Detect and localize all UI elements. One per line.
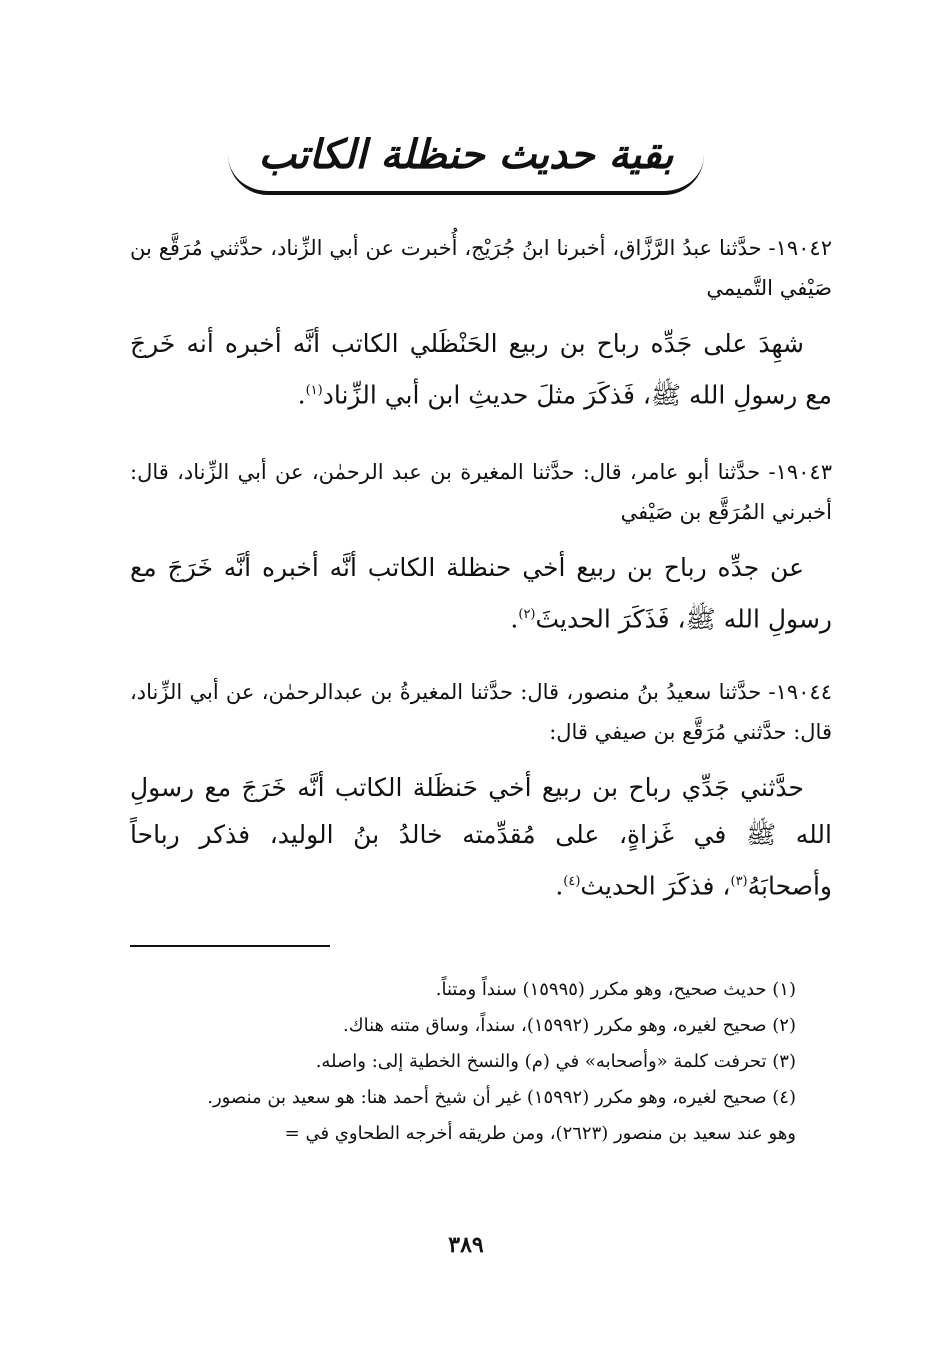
matn-text: ، فذكَرَ الحديث (580, 871, 731, 901)
matn-text: عن جدِّه رباح بن ربيع أخي حنظلة الكاتب أنَّه أخبره أنَّه خَرَجَ مع رسولِ الله ﷺ، فَذَكَرَ الحديثَ (130, 553, 832, 634)
hadith-matn (130, 544, 832, 642)
matn-end: . (297, 380, 306, 410)
hadith-19042 (130, 228, 832, 418)
footnote-continuation: وهو عند سعيد بن منصور (٢٦٢٣)، ومن طريقه أخرجه الطحاوي في = (284, 1123, 796, 1144)
hadith-isnad: ١٩٠٤٤- حدَّثنا سعيدُ بنُ منصور، قال: حدَّثنا المغيرةُ بن عبدالرحمٰن، عن أبي الزِّناد، قال: حدَّثني مُرَقَّع بن صيفي قال: (130, 680, 832, 744)
footnote: (٢) صحيح لغيره، وهو مكرر (١٥٩٩٢)، سنداً، وساق متنه هناك. (343, 1015, 796, 1036)
hadith-isnad: ١٩٠٤٢- حدَّثنا عبدُ الرَّزَّاق، أخبرنا ابنُ جُرَيْج، أُخبرت عن أبي الزِّناد، حدَّثني مُرَقَّع بن صَيْفي التَّميمي (130, 236, 832, 300)
chapter-heading (0, 125, 932, 195)
matn-end: . (555, 871, 564, 901)
hadith-matn (130, 320, 832, 418)
footnote: (٤) صحيح لغيره، وهو مكرر (١٥٩٩٢) غير أن شيخ أحمد هنا: هو سعيد بن منصور. (207, 1087, 796, 1108)
footnotes (130, 972, 832, 1152)
footnote-ref: (٣) (730, 874, 748, 889)
page-number: ٣٨٩ (448, 1232, 484, 1258)
footnote: (١) حديث صحيح، وهو مكرر (١٥٩٩٥) سنداً ومتناً. (435, 979, 796, 1000)
hadith-matn (130, 764, 832, 909)
hadith-isnad: ١٩٠٤٣- حدَّثنا أبو عامر، قال: حدَّثنا المغيرة بن عبد الرحمٰن، عن أبي الزِّناد، قال: أخبرني المُرَقَّع بن صَيْفي (130, 460, 832, 524)
footnote-ref: (١) (305, 383, 323, 398)
hadith-19043 (130, 452, 832, 642)
footnote-ref: (٤) (563, 874, 581, 889)
matn-end: . (510, 604, 519, 634)
footnote-separator (130, 945, 330, 947)
footnote: (٣) تحرفت كلمة «وأصحابه» في (م) والنسخ الخطية إلى: واصله. (315, 1051, 796, 1072)
matn-text: حدَّثني جَدِّي رباح بن ربيع أخي حَنظَلة الكاتب أنَّه خَرَجَ مع رسولِ الله ﷺ في غَزاةٍ، على مُقدِّمته خالدُ بنُ الوليد، فذكر رباحاً وأصحابَهُ (130, 773, 832, 901)
hadith-19044 (130, 672, 832, 909)
footnote-ref: (٢) (518, 607, 536, 622)
matn-text: شهِدَ على جَدِّه رباح بن ربيع الحَنْظَلي الكاتب أنَّه أخبره أنه خَرجَ مع رسولِ الله ﷺ، فَذكَرَ مثلَ حديثِ ابن أبي الزِّناد (130, 329, 832, 410)
chapter-title: بقية حديث حنظلة الكاتب (228, 125, 703, 195)
